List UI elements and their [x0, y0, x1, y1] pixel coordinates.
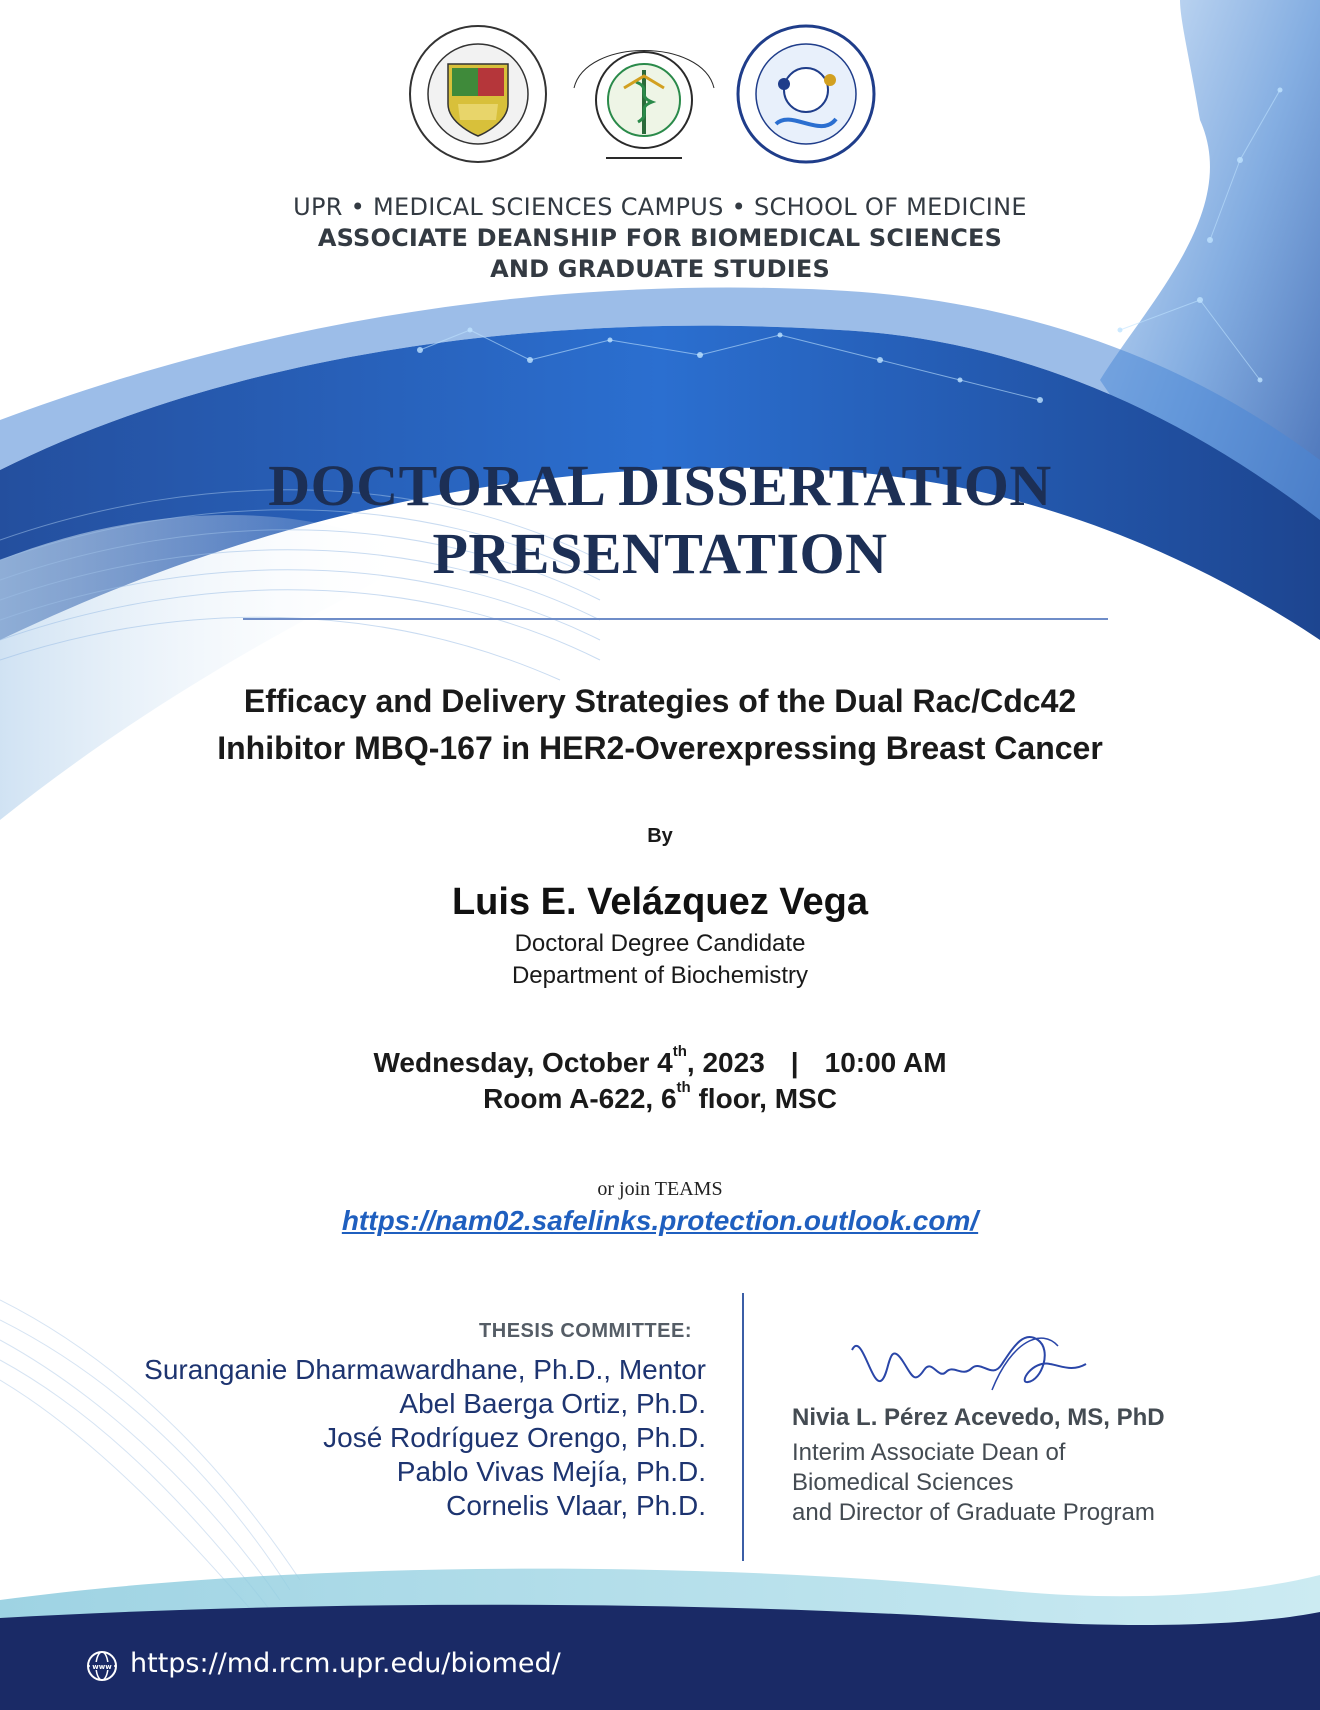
- teams-meeting-link[interactable]: https://nam02.safelinks.protection.outlook.com/: [341, 1205, 979, 1236]
- date-time-separator: |: [790, 1047, 799, 1078]
- committee-heading: THESIS COMMITTEE:: [479, 1320, 692, 1342]
- globe-www-icon: [86, 1650, 118, 1682]
- institution-line: UPR • MEDICAL SCIENCES CAMPUS • SCHOOL OF MEDICINE: [293, 193, 1027, 221]
- handwritten-signature: [842, 1320, 1102, 1410]
- event-day-suffix: th: [672, 1043, 687, 1060]
- escuela-de-medicina-seal-logo: [566, 18, 722, 174]
- logo-row: [0, 24, 1320, 176]
- event-title-line-1: DOCTORAL DISSERTATION: [268, 453, 1052, 518]
- committee-member: José Rodríguez Orengo, Ph.D.: [323, 1422, 706, 1453]
- event-date-time: [0, 1043, 1320, 1079]
- committee-member: Abel Baerga Ortiz, Ph.D.: [399, 1388, 706, 1419]
- dissertation-title-line-2: Inhibitor MBQ-167 in HER2-Overexpressing Breast Cancer: [217, 730, 1103, 766]
- dissertation-title-line-1: Efficacy and Delivery Strategies of the Dual Rac/Cdc42: [243, 683, 1077, 719]
- deanship-line-2: AND GRADUATE STUDIES: [490, 255, 830, 283]
- presenter-name: Luis E. Velázquez Vega: [451, 881, 869, 923]
- footer-website-link[interactable]: https://md.rcm.upr.edu/biomed/: [130, 1648, 561, 1679]
- svg-text:www: www: [92, 1663, 112, 1671]
- event-day: Wednesday, October 4: [373, 1047, 673, 1078]
- committee-member: Cornelis Vlaar, Ph.D.: [446, 1490, 706, 1521]
- rcm-seal-logo: [408, 24, 548, 164]
- committee-member: Pablo Vivas Mejía, Ph.D.: [396, 1456, 706, 1487]
- event-year: , 2023: [686, 1047, 765, 1078]
- join-teams-label: or join TEAMS: [597, 1178, 723, 1200]
- event-title-line-2: PRESENTATION: [432, 521, 888, 586]
- floor-suffix: th: [676, 1079, 691, 1096]
- deanship-line: ASSOCIATE DEANSHIP FOR BIOMEDICAL SCIENCES: [317, 224, 1003, 252]
- event-location: [0, 1079, 1320, 1115]
- presenter-department: Department of Biochemistry: [511, 962, 809, 989]
- thesis-committee: [144, 1320, 706, 1523]
- signatory-name: Nivia L. Pérez Acevedo, MS, PhD: [792, 1404, 1165, 1431]
- title-divider: [243, 618, 1108, 620]
- column-divider: [742, 1293, 744, 1561]
- signatory-title-line: Interim Associate Dean of: [792, 1439, 1066, 1466]
- signatory-block: [792, 1404, 1165, 1528]
- signatory-title-line: Biomedical Sciences: [792, 1469, 1014, 1496]
- committee-member: Suranganie Dharmawardhane, Ph.D., Mentor: [144, 1354, 706, 1385]
- by-label: By: [647, 825, 673, 847]
- signatory-title-line: and Director of Graduate Program: [792, 1499, 1155, 1526]
- room-suffix: floor, MSC: [690, 1083, 837, 1114]
- room-prefix: Room A-622, 6: [483, 1083, 677, 1114]
- presenter-role: Doctoral Degree Candidate: [514, 930, 806, 957]
- division-ciencias-biomedicas-seal-logo: [736, 24, 876, 164]
- event-time: 10:00 AM: [824, 1047, 947, 1078]
